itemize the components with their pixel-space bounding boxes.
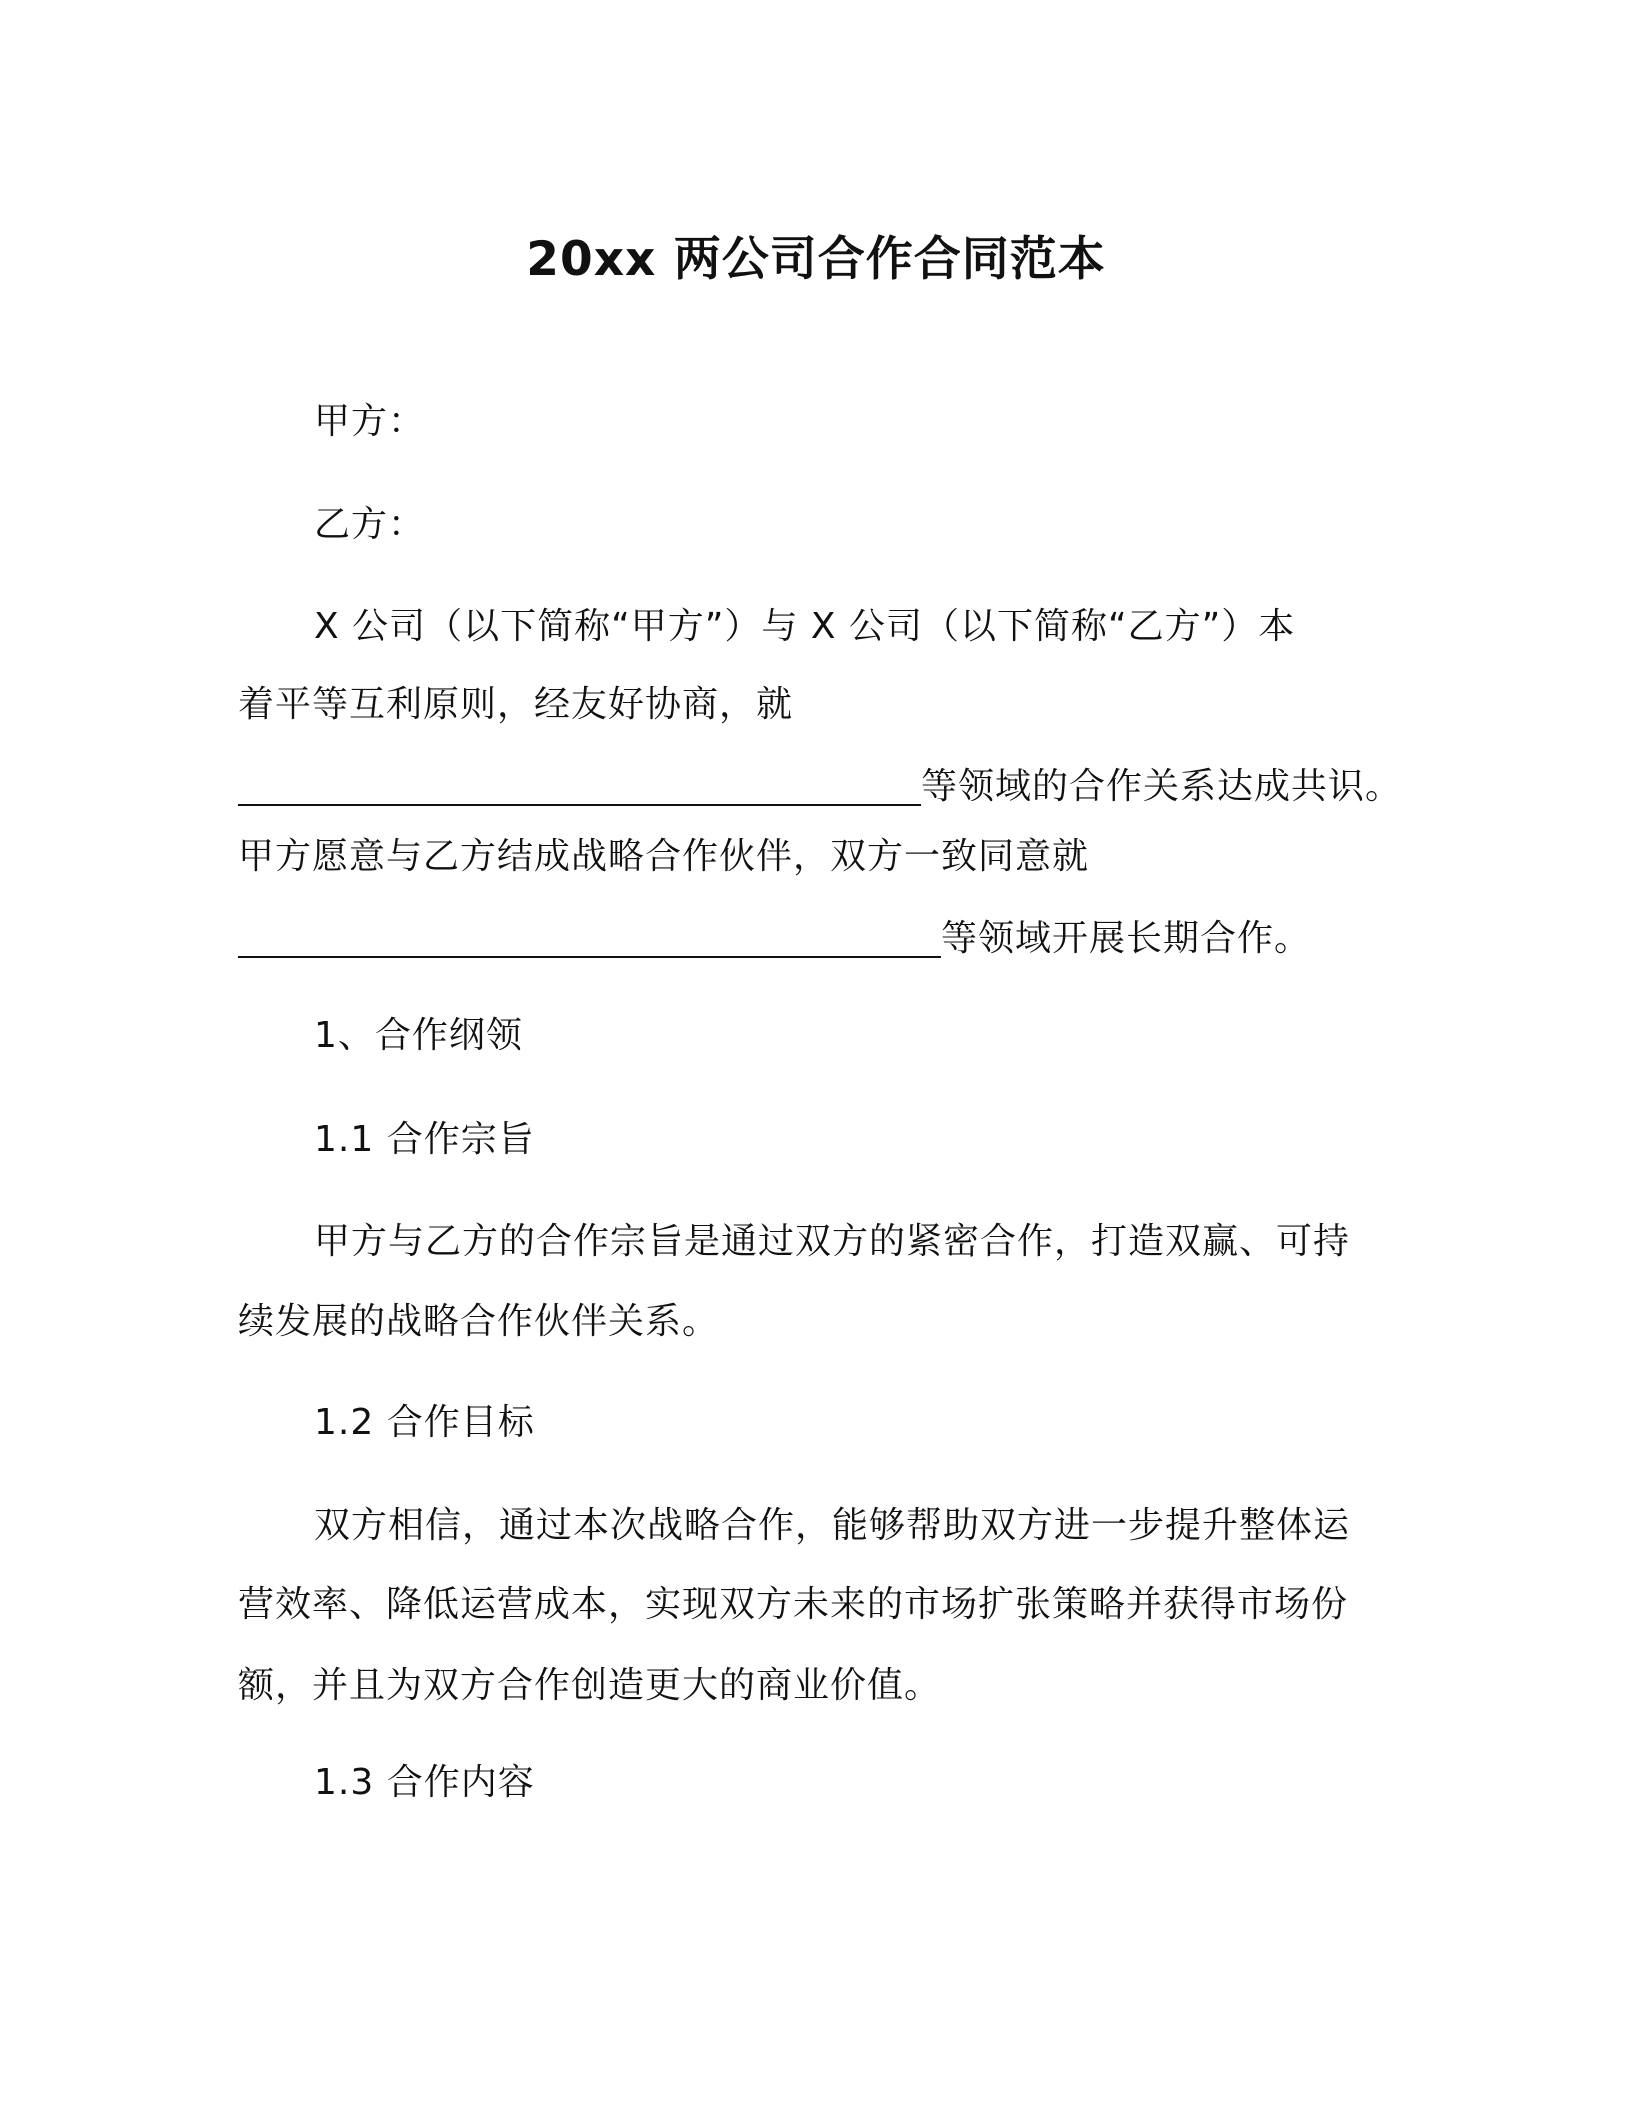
section-1-heading: 1、合作纲领: [314, 1015, 523, 1056]
intro-line-2: 着平等互利原则，经友好协商，就: [238, 684, 794, 725]
intro-line-5: [238, 914, 1311, 964]
fill-in-blank: [238, 914, 941, 958]
section-1-1-line-2: 续发展的战略合作伙伴关系。: [238, 1301, 720, 1342]
section-1-1-heading: 1.1 合作宗旨: [314, 1119, 535, 1160]
section-1-2-line-1: 双方相信，通过本次战略合作，能够帮助双方进一步提升整体运: [314, 1505, 1351, 1546]
section-1-3-heading: 1.3 合作内容: [314, 1762, 535, 1803]
party-a-label: 甲方：: [314, 401, 426, 442]
fill-in-blank: [238, 762, 921, 806]
section-1-2-heading: 1.2 合作目标: [314, 1402, 535, 1443]
section-1-1-line-1: 甲方与乙方的合作宗旨是通过双方的紧密合作，打造双赢、可持: [314, 1221, 1351, 1262]
intro-line-3: [238, 762, 1402, 812]
party-b-label: 乙方：: [314, 504, 426, 545]
intro-line-1: X 公司（以下简称“甲方”）与 X 公司（以下简称“乙方”）本: [314, 606, 1296, 647]
intro-line-3-text: 等领域的合作关系达成共识。: [921, 766, 1403, 807]
intro-line-5-text: 等领域开展长期合作。: [941, 918, 1312, 959]
section-1-2-line-3: 额，并且为双方合作创造更大的商业价值。: [238, 1665, 942, 1706]
intro-line-4: 甲方愿意与乙方结成战略合作伙伴，双方一致同意就: [238, 836, 1090, 877]
section-1-2-line-2: 营效率、降低运营成本，实现双方未来的市场扩张策略并获得市场份: [238, 1584, 1349, 1625]
document-title: 20xx 两公司合作合同范本: [526, 232, 1106, 287]
